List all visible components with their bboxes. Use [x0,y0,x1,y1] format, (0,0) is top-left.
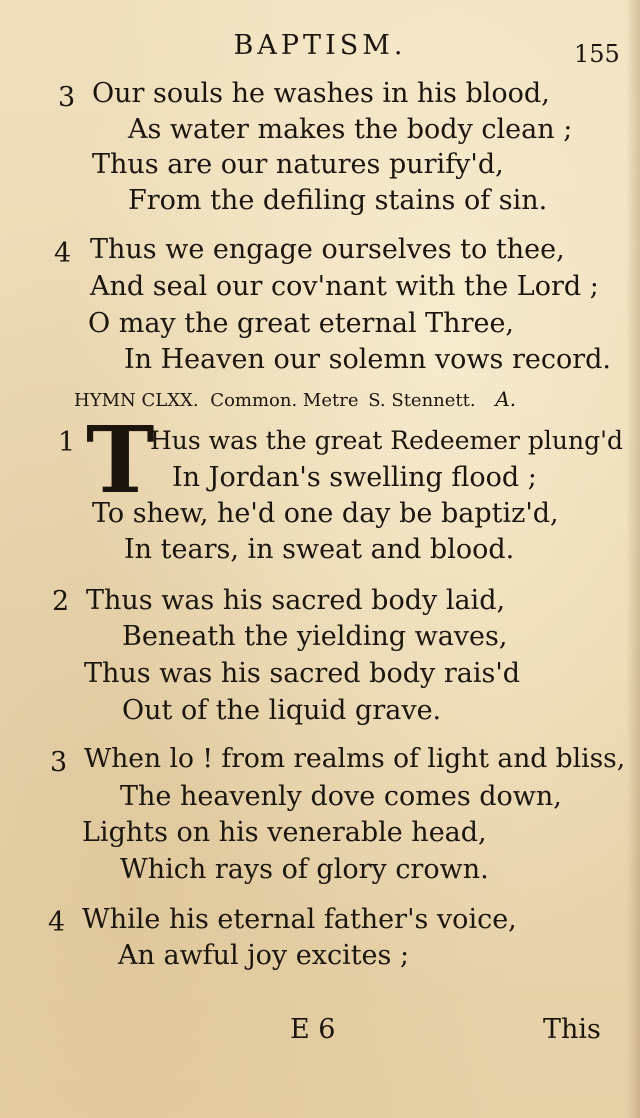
hymn-tune-mark: A. [495,387,517,411]
verse-line: O may the great eternal Three, [88,308,515,339]
hymn-title: HYMN CLXX. [74,390,199,411]
verse-line: Hus was the great Redeemer plung'd [150,426,623,455]
hymn-metre: Common. Metre [210,390,359,411]
verse-line: When lo ! from realms of light and bliss, [84,743,626,774]
signature-mark: E 6 [290,1014,336,1045]
verse-line: In Jordan's swelling flood ; [172,462,537,493]
verse-number: 4 [48,907,66,938]
verse-line: Our souls he washes in his blood, [92,78,550,109]
catchword: This [543,1014,601,1045]
verse-line: While his eternal father's voice, [82,904,517,935]
verse-line: From the defiling stains of sin. [128,185,548,216]
verse-line: Beneath the yielding waves, [122,621,508,652]
verse-number: 4 [54,238,72,269]
verse-number: 1 [58,427,76,458]
verse-line: The heavenly dove comes down, [120,781,562,812]
hymn-author: S. Stennett. [368,390,476,411]
verse-line: In Heaven our solemn vows record. [124,344,611,375]
verse-number: 2 [52,586,70,617]
verse-line: Thus was his sacred body rais'd [84,658,521,689]
verse-line: In tears, in sweat and blood. [124,534,515,565]
page-number: 155 [574,40,620,68]
verse-line: As water makes the body clean ; [128,114,573,145]
running-head: BAPTISM. [233,30,407,61]
verse-line: Thus are our natures purify'd, [92,149,504,180]
verse-line: An awful joy excites ; [118,940,410,971]
page-edge-shadow [626,0,640,1118]
drop-cap-letter: T [86,406,155,514]
verse-line: Thus we engage ourselves to thee, [90,234,565,265]
verse-line: Out of the liquid grave. [122,695,442,726]
verse-line: Which rays of glory crown. [120,854,489,885]
verse-line: Thus was his sacred body laid, [86,585,506,616]
verse-number: 3 [58,82,76,113]
verse-number: 3 [50,747,68,778]
verse-line: And seal our cov'nant with the Lord ; [90,271,599,302]
verse-line: To shew, he'd one day be baptiz'd, [92,498,559,529]
verse-line: Lights on his venerable head, [82,817,487,848]
